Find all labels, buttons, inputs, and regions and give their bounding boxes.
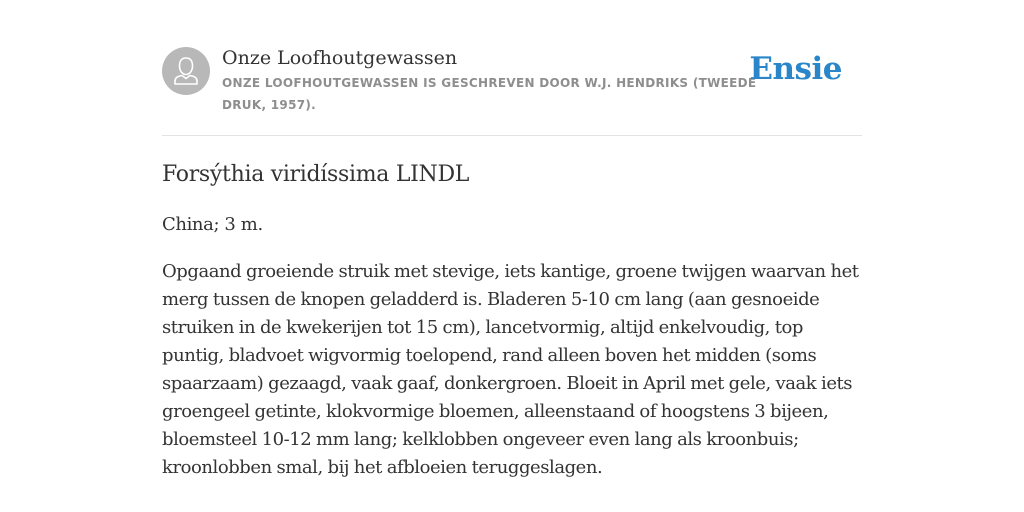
entry-title: Forsýthia viridíssima LINDL — [162, 162, 470, 187]
source-description: ONZE LOOFHOUTGEWASSEN IS GESCHREVEN DOOR W.J. HENDRIKS (TWEEDE DRUK, 1957). — [222, 76, 757, 112]
author-avatar — [162, 47, 210, 95]
entry-meta: China; 3 m. — [162, 214, 263, 235]
source-header — [162, 44, 862, 136]
ensie-logo[interactable]: Ensie — [749, 51, 842, 87]
source-title[interactable]: Onze Loofhoutgewassen — [222, 47, 458, 69]
entry-body: Opgaand groeiende struik met stevige, iets kantige, groene twijgen waarvan het merg tussen de knopen geladderd is. Bladeren 5-10 cm lang (aan gesnoeide struiken in de kwekerijen tot 15 cm), lancetvormig, altijd enkelvoudig, top puntig, bladvoet wigvormig toelopend, rand alleen boven het midden (soms spaarzaam) gezaagd, vaak gaaf, donkergroen. Bloeit in April met gele, vaak iets groengeel getinte, klokvormige bloemen, alleenstaand of hoogstens 3 bijeen, bloemsteel 10-12 mm lang; kelklobben ongeveer even lang als kroonbuis; kroonlobben smal, bij het afbloeien teruggeslagen. — [162, 261, 859, 478]
entry-content — [162, 158, 862, 482]
user-silhouette-icon — [162, 47, 210, 95]
